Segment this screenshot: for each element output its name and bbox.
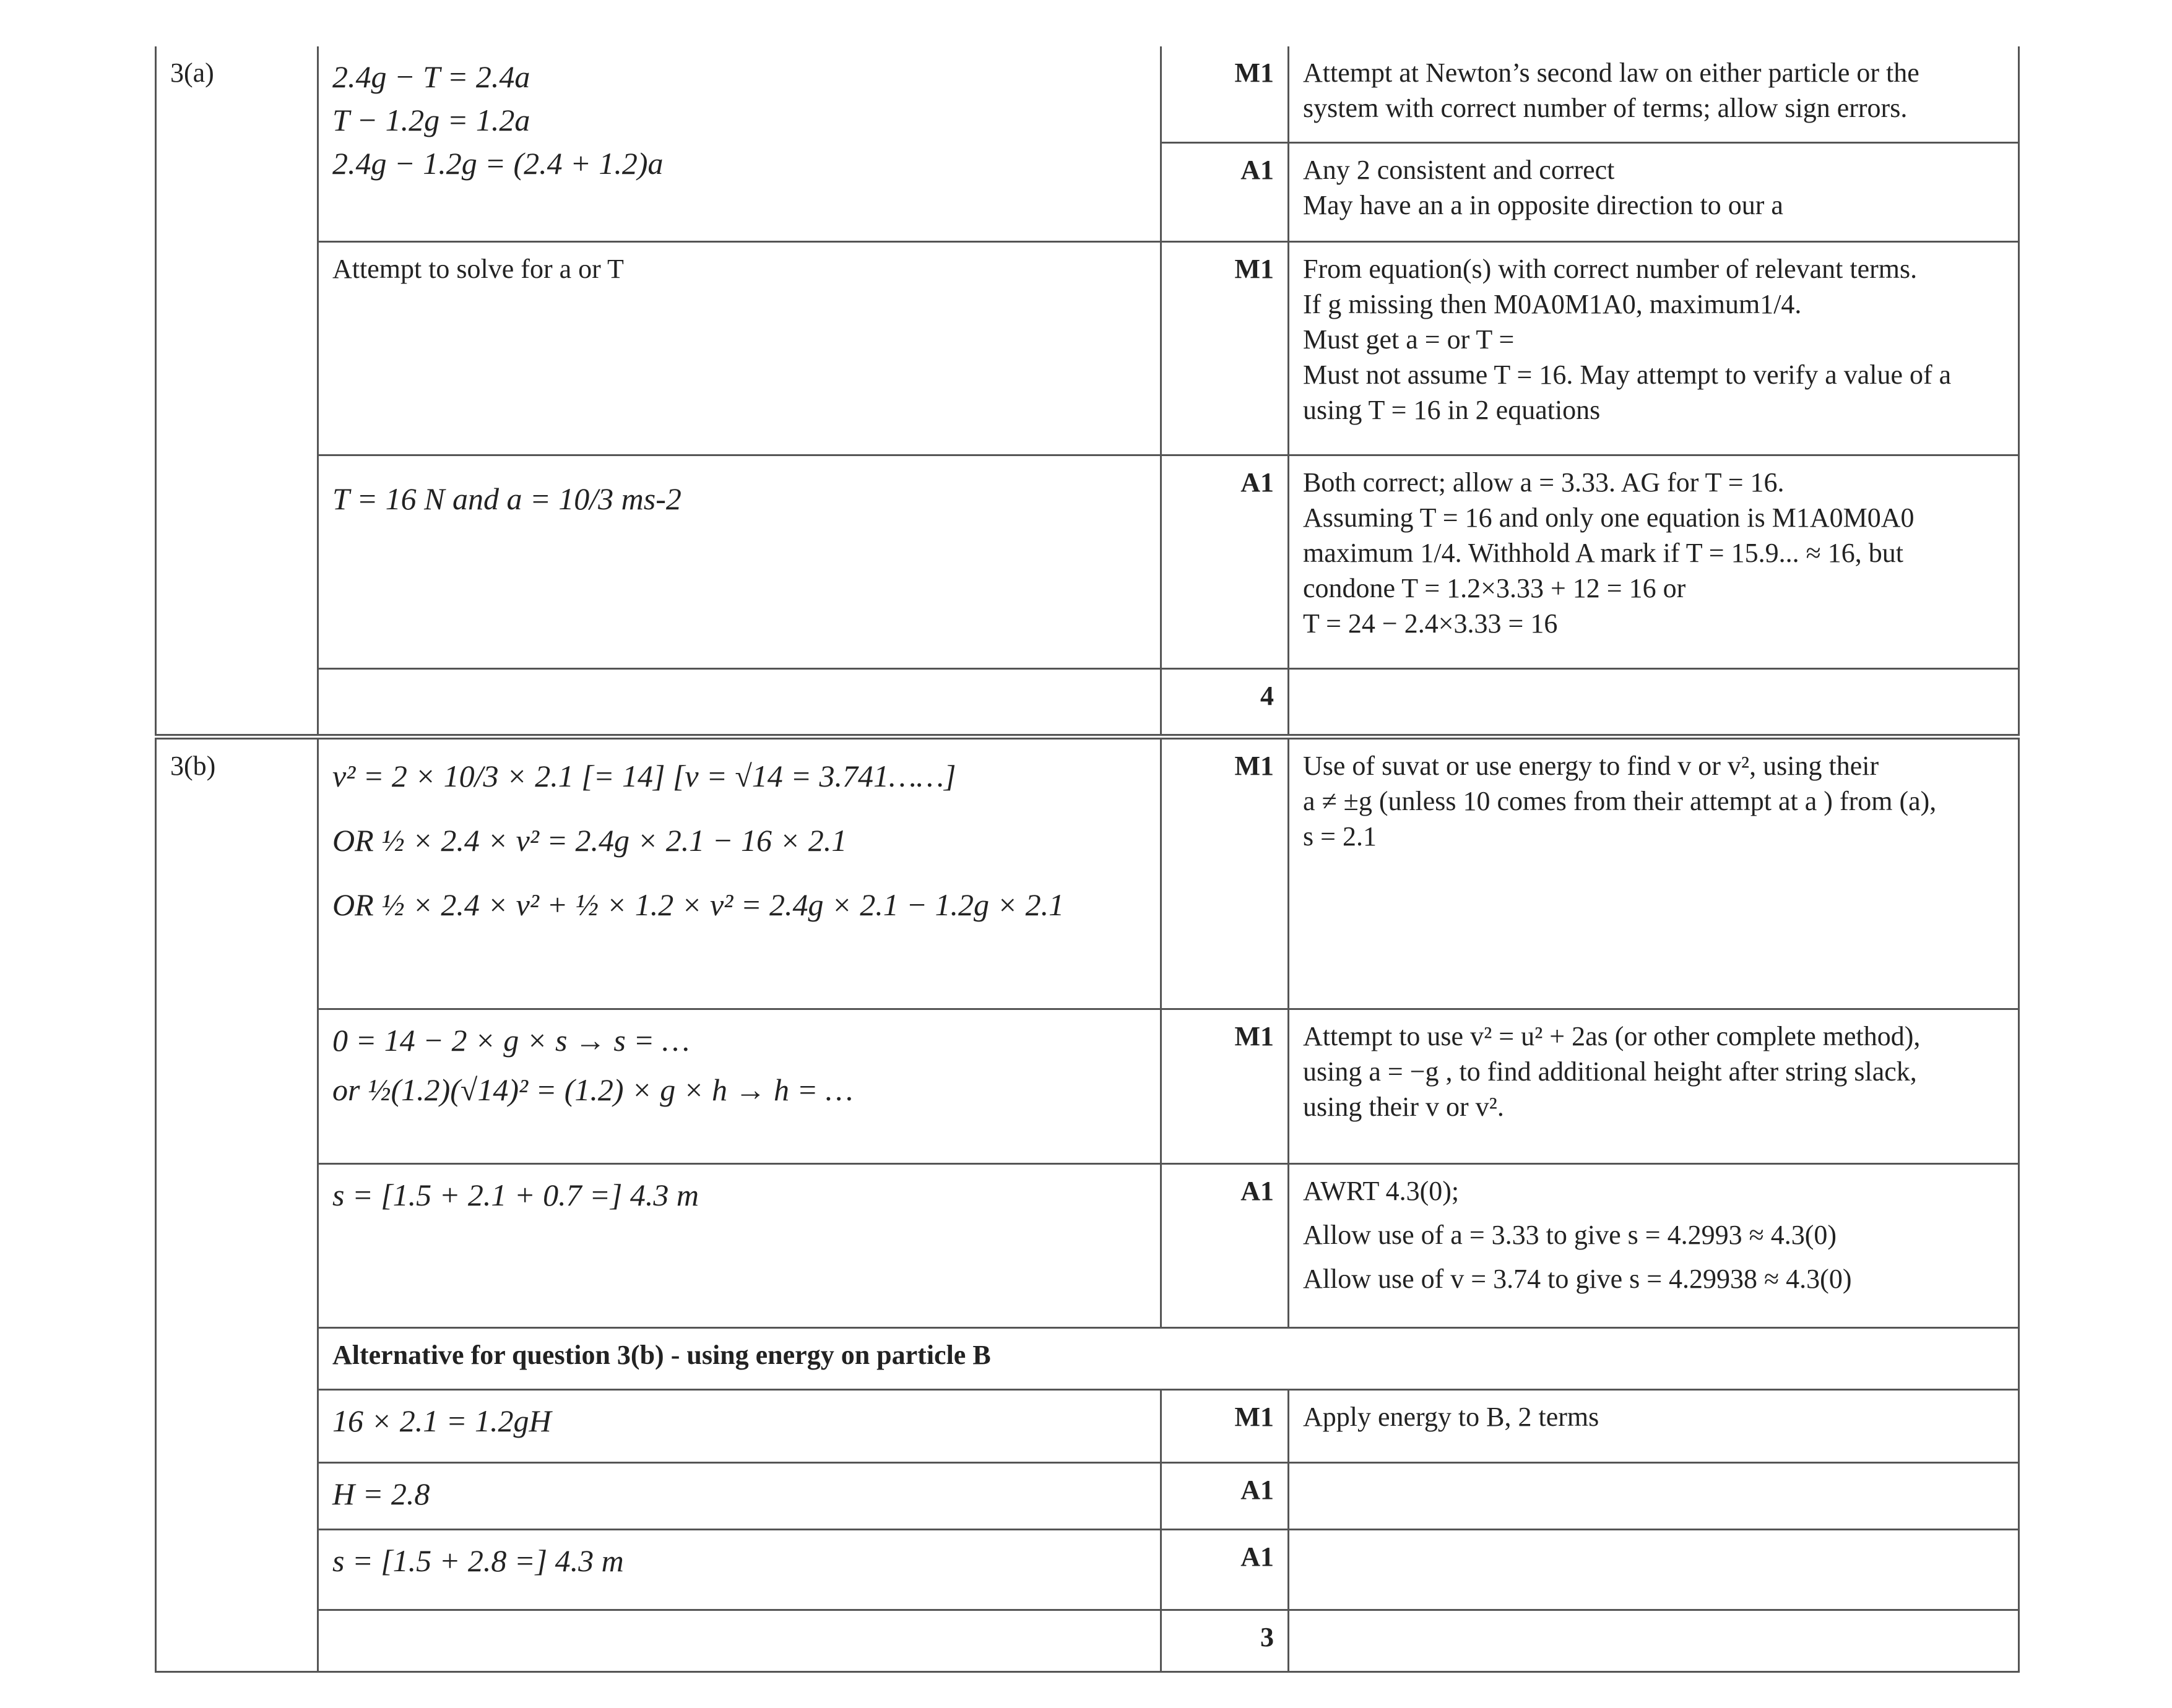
mark-cell: M1 xyxy=(1161,241,1289,455)
guidance-line: Must not assume T = 16. May attempt to verify a value of a xyxy=(1303,360,1952,390)
guidance-cell xyxy=(1289,1529,2019,1610)
guidance-line: Any 2 consistent and correct xyxy=(1303,154,1615,185)
answer-line: or ½(1.2)(√14)² = (1.2) × g × h → h = … xyxy=(332,1072,854,1107)
guidance-cell xyxy=(1289,455,2019,668)
alternative-header: Alternative for question 3(b) - using energy on particle B xyxy=(318,1327,2019,1389)
guidance-cell xyxy=(1289,1009,2019,1163)
question-label: 3(a) xyxy=(156,46,318,736)
mark-cell: M1 xyxy=(1161,46,1289,142)
answer-cell xyxy=(318,1163,1161,1327)
guidance-line: Use of suvat or use energy to find v or v², using their xyxy=(1303,750,1879,781)
guidance-line: Assuming T = 16 and only one equation is M1A0M0A0 xyxy=(1303,502,1915,533)
table-row xyxy=(156,1462,2019,1529)
guidance-cell: Apply energy to B, 2 terms xyxy=(1289,1389,2019,1462)
answer-cell xyxy=(318,736,1161,1009)
answer-cell: s = [1.5 + 2.8 =] 4.3 m xyxy=(318,1529,1161,1610)
table-row xyxy=(156,736,2019,1009)
answer-line: 2.4g − T = 2.4a xyxy=(332,59,530,94)
answer-cell xyxy=(318,46,1161,241)
guidance-line: Must get a = or T = xyxy=(1303,324,1515,355)
answer-line: s = [1.5 + 2.1 + 0.7 =] 4.3 m xyxy=(332,1177,699,1212)
mark-scheme-table xyxy=(155,46,2020,1673)
guidance-cell xyxy=(1289,1163,2019,1327)
answer-line: OR ½ × 2.4 × v² = 2.4g × 2.1 − 16 × 2.1 xyxy=(332,822,847,858)
guidance-line: Allow use of a = 3.33 to give s = 4.2993 ≈ 4.3(0) xyxy=(1303,1219,1837,1250)
guidance-line: Allow use of v = 3.74 to give s = 4.29938 ≈ 4.3(0) xyxy=(1303,1263,1852,1294)
answer-cell xyxy=(318,241,1161,455)
table-row xyxy=(156,241,2019,455)
mark-cell: A1 xyxy=(1161,455,1289,668)
answer-line: 0 = 14 − 2 × g × s → s = … xyxy=(332,1022,690,1058)
alternative-header-row xyxy=(156,1327,2019,1389)
total-marks: 4 xyxy=(1161,668,1289,736)
guidance-line: using T = 16 in 2 equations xyxy=(1303,395,1601,426)
mark-cell: M1 xyxy=(1161,1009,1289,1163)
guidance-line: using a = −g , to find additional height after string slack, xyxy=(1303,1056,1917,1087)
mark-cell: A1 xyxy=(1161,1462,1289,1529)
mark-cell: M1 xyxy=(1161,736,1289,1009)
guidance-cell xyxy=(1289,46,2019,142)
answer-line: T = 16 N and a = 10/3 ms-2 xyxy=(332,481,681,516)
answer-line: v² = 2 × 10/3 × 2.1 [= 14] [v = √14 = 3.741……] xyxy=(332,758,956,793)
guidance-cell xyxy=(1289,736,2019,1009)
answer-cell xyxy=(318,1009,1161,1163)
guidance-line: Attempt to use v² = u² + 2as (or other complete method), xyxy=(1303,1020,1921,1051)
table-row xyxy=(156,46,2019,142)
question-label: 3(b) xyxy=(156,736,318,1671)
guidance-cell xyxy=(1289,142,2019,241)
guidance-line: condone T = 1.2×3.33 + 12 = 16 or xyxy=(1303,573,1686,604)
guidance-line: If g missing then M0A0M1A0, maximum1/4. xyxy=(1303,288,1802,319)
guidance-line: From equation(s) with correct number of relevant terms. xyxy=(1303,253,1918,284)
guidance-cell xyxy=(1289,241,2019,455)
mark-cell: A1 xyxy=(1161,1163,1289,1327)
total-row xyxy=(156,668,2019,736)
answer-line: T − 1.2g = 1.2a xyxy=(332,103,530,137)
table-row xyxy=(156,1009,2019,1163)
table-row xyxy=(156,455,2019,668)
guidance-line: system with correct number of terms; allow sign errors. xyxy=(1303,93,1908,124)
answer-cell: 16 × 2.1 = 1.2gH xyxy=(318,1389,1161,1462)
table-row xyxy=(156,1529,2019,1610)
guidance-line: Both correct; allow a = 3.33. AG for T = 16. xyxy=(1303,467,1785,498)
guidance-cell xyxy=(1289,1462,2019,1529)
answer-line: 2.4g − 1.2g = (2.4 + 1.2)a xyxy=(332,146,664,181)
table-row xyxy=(156,1163,2019,1327)
guidance-line: Attempt at Newton’s second law on either particle or the xyxy=(1303,58,1919,88)
mark-cell: M1 xyxy=(1161,1389,1289,1462)
guidance-line: using their v or v². xyxy=(1303,1091,1504,1122)
answer-cell xyxy=(318,455,1161,668)
guidance-line: maximum 1/4. Withhold A mark if T = 15.9... ≈ 16, but xyxy=(1303,537,1903,568)
answer-line: Attempt to solve for a or T xyxy=(332,253,624,284)
total-row xyxy=(156,1610,2019,1671)
mark-cell: A1 xyxy=(1161,142,1289,241)
total-marks: 3 xyxy=(1161,1610,1289,1671)
table-row xyxy=(156,1389,2019,1462)
guidance-line: a ≠ ±g (unless 10 comes from their attempt at a ) from (a), xyxy=(1303,785,1937,816)
mark-cell: A1 xyxy=(1161,1529,1289,1610)
guidance-line: AWRT 4.3(0); xyxy=(1303,1175,1460,1206)
answer-line: OR ½ × 2.4 × v² + ½ × 1.2 × v² = 2.4g × 2.1 − 1.2g × 2.1 xyxy=(332,887,1065,922)
answer-cell: H = 2.8 xyxy=(318,1462,1161,1529)
guidance-line: s = 2.1 xyxy=(1303,821,1377,852)
guidance-line: T = 24 − 2.4×3.33 = 16 xyxy=(1303,608,1558,639)
guidance-line: May have an a in opposite direction to our a xyxy=(1303,189,1783,220)
